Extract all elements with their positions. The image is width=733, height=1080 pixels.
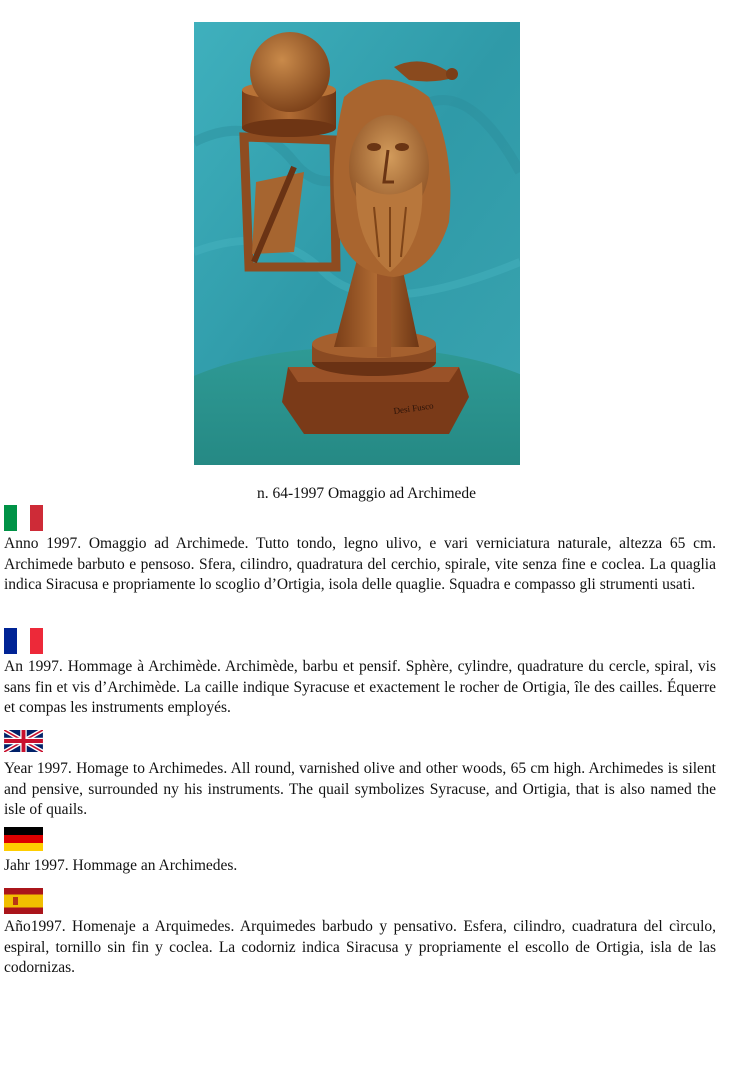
section-french [4,628,716,719]
section-english [4,730,716,821]
germany-flag-icon [4,827,43,853]
section-german [4,827,716,877]
svg-text:Desi Fusco: Desi Fusco [392,400,435,416]
photo-caption: n. 64-1997 Omaggio ad Archimede [256,485,477,502]
section-spanish [4,888,716,979]
german-text: Jahr 1997. Hommage an Archimedes. [4,857,238,874]
english-text: Year 1997. Homage to Archimedes. All round, varnished olive and other woods, 65 cm high. Archimedes is silent and pensive, surrounded ny his instruments. The quail symbolizes Syracuse, and Ortigia, that is also named the isle of quails. [4,760,716,818]
section-italian [4,505,716,596]
uk-flag-icon [4,730,43,756]
italy-flag-icon [4,505,43,531]
spain-flag-icon [4,888,43,914]
france-flag-icon [4,628,43,654]
sculpture-photo [194,22,520,465]
french-text: An 1997. Hommage à Archimède. Archimède, barbu et pensif. Sphère, cylindre, quadrature du cercle, spiral, vis sans fin et vis d’Archimède. La caille indique Syracuse et exactement le rocher de Ortigia, île des cailles. Équerre et compas les instruments employés. [4,658,716,716]
sculpture-illustration [194,22,520,465]
spanish-text: Año1997. Homenaje a Arquimedes. Arquimedes barbudo y pensativo. Esfera, cilindro, cuadratura del cìrculo, espiral, tornillo sin fin y coclea. La codorniz indica Siracusa y propriamente el escollo de Ortigia, isla de las codornizas. [4,918,716,976]
italian-text: Anno 1997. Omaggio ad Archimede. Tutto tondo, legno ulivo, e vari verniciatura naturale, altezza 65 cm. Archimede barbuto e pensoso. Sfera, cilindro, quadratura del cerchio, spirale, vite senza fine e coclea. La quaglia indica Siracusa e propriamente lo scoglio d’Ortigia, isola delle quaglie. Squadra e compasso gli strumenti usati. [4,535,716,593]
